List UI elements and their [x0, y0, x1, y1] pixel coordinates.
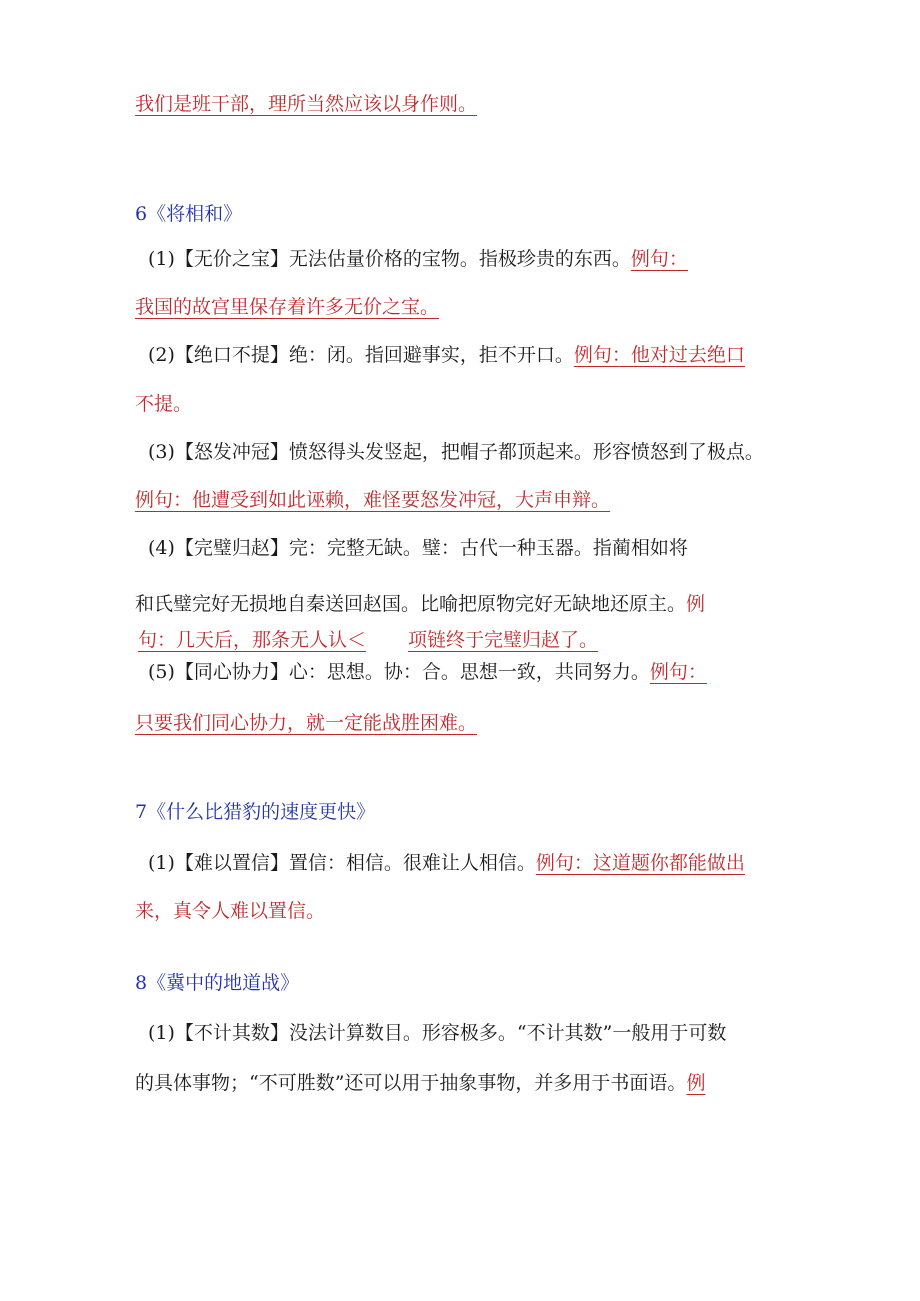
idiom-definition: (2)【绝口不提】绝：闭。指回避事实，拒不开口。 — [148, 344, 574, 366]
example-label: 例 — [686, 593, 706, 615]
idiom-entry — [148, 660, 707, 684]
example-sentence: 来，真令人难以置信。 — [135, 900, 326, 922]
section-heading-6: 6《将相和》 — [135, 203, 243, 225]
example-text-part-1: 句：几天后，那条无人认＜ — [138, 629, 367, 651]
idiom-entry: (1)【不计其数】没法计算数目。形容极多。“不计其数”一般用于可数 — [148, 1022, 727, 1044]
example-sentence: 我们是班干部，理所当然应该以身作则。 — [135, 93, 478, 115]
section-heading-7: 7《什么比猎豹的速度更快》 — [135, 801, 376, 823]
idiom-definition: (5)【同心协力】心：思想。协：合。思想一致，共同努力。 — [148, 661, 650, 683]
idiom-entry — [148, 343, 745, 367]
example-sentence: 不提。 — [135, 393, 193, 415]
idiom-definition: (1)【难以置信】置信：相信。很难让人相信。 — [148, 852, 536, 874]
idiom-entry — [148, 851, 745, 875]
example-sentence: 例句：这道题你都能做出 — [535, 852, 745, 874]
example-label: 例 — [686, 1072, 706, 1094]
example-sentence: 我国的故宫里保存着许多无价之宝。 — [135, 296, 440, 318]
idiom-definition: (1)【无价之宝】无法估量价格的宝物。指极珍贵的东西。 — [148, 248, 631, 270]
idiom-definition-text: 和氏璧完好无损地自秦送回赵国。比喻把原物完好无缺地还原主。 — [135, 593, 687, 615]
section-heading-8: 8《冀中的地道战》 — [135, 972, 300, 994]
idiom-entry: (3)【怒发冲冠】愤怒得头发竖起，把帽子都顶起来。形容愤怒到了极点。 — [148, 441, 764, 463]
idiom-definition — [135, 1071, 705, 1095]
example-sentence: 例句：他遭受到如此诬赖，难怪要怒发冲冠，大声申辩。 — [135, 489, 611, 511]
example-label: 例句： — [630, 248, 688, 270]
idiom-entry: (4)【完璧归赵】完：完整无缺。璧：古代一种玉器。指蔺相如将 — [148, 537, 688, 559]
example-sentence — [138, 628, 598, 652]
example-label: 例句： — [649, 661, 707, 683]
example-text-part-2: 项链终于完璧归赵了。 — [408, 629, 599, 651]
example-sentence: 例句：他对过去绝口 — [573, 344, 745, 366]
idiom-entry — [148, 247, 688, 271]
idiom-definition — [135, 592, 705, 616]
idiom-definition-text: 的具体事物；“不可胜数”还可以用于抽象事物，并多用于书面语。 — [135, 1072, 687, 1094]
example-sentence: 只要我们同心协力，就一定能战胜困难。 — [135, 712, 478, 734]
